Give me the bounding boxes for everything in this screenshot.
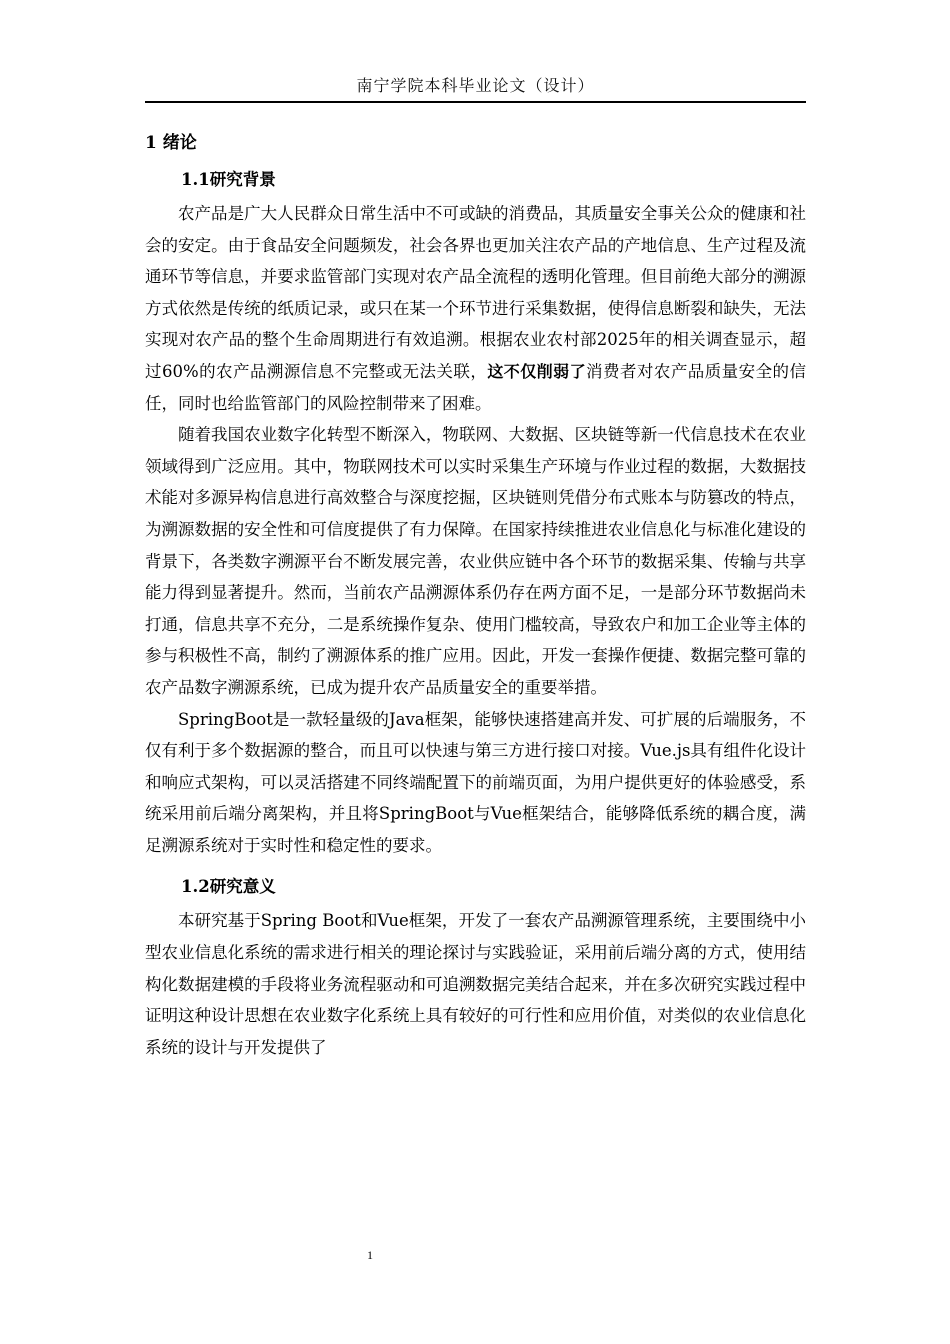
document-body bbox=[145, 124, 806, 1063]
paragraph-background-2: 随着我国农业数字化转型不断深入，物联网、大数据、区块链等新一代信息技术在农业领域得到广泛应用。其中，物联网技术可以实时采集生产环境与作业过程的数据，大数据技术能对多源异构信息进行高效整合与深度挖掘，区块链则凭借分布式账本与防篡改的特点，为溯源数据的安全性和可信度提供了有力保障。在国家持续推进农业信息化与标准化建设的背景下，各类数字溯源平台不断发展完善，农业供应链中各个环节的数据采集、传输与共享能力得到显著提升。然而，当前农产品溯源体系仍存在两方面不足，一是部分环节数据尚未打通，信息共享不充分，二是系统操作复杂、使用门槛较高，导致农户和加工企业等主体的参与积极性不高，制约了溯源体系的推广应用。因此，开发一套操作便捷、数据完整可靠的农产品数字溯源系统，已成为提升农产品质量安全的重要举措。 bbox=[145, 425, 806, 697]
paragraph-text: 农产品是广大人民群众日常生活中不可或缺的消费品，其质量安全事关公众的健康和社会的安定。由于食品安全问题频发，社会各界也更加关注农产品的产地信息、生产过程及流通环节等信息，并要求监管部门实现对农产品全流程的透明化管理。但目前绝大部分的溯源方式依然是传统的纸质记录，或只在某一个环节进行采集数据，使得信息断裂和缺失，无法实现对农产品的整个生命周期进行有效追溯。根据农业农村部2025年的相关调查显示，超过60%的农产品溯源信息不完整或无法关联， bbox=[145, 204, 806, 381]
section-heading-significance: 1.2研究意义 bbox=[181, 877, 276, 897]
page-number: 1 bbox=[367, 1248, 373, 1262]
paragraph-significance-1: 本研究基于Spring Boot和Vue框架，开发了一套农产品溯源管理系统，主要围绕中小型农业信息化系统的需求进行相关的理论探讨与实践验证，采用前后端分离的方式，使用结构化数据建模的手段将业务流程驱动和可追溯数据完美结合起来，并在多次研究实践过程中证明这种设计思想在农业数字化系统上具有较好的可行性和应用价值，对类似的农业信息化系统的设计与开发提供了 bbox=[145, 911, 806, 1057]
emphasized-text: 这不仅削弱了 bbox=[487, 361, 587, 381]
header-divider bbox=[145, 101, 806, 103]
chapter-heading: 1 绪论 bbox=[145, 133, 197, 153]
section-heading-background: 1.1研究背景 bbox=[181, 170, 276, 189]
page-header-title: 南宁学院本科毕业论文（设计） bbox=[356, 76, 595, 95]
paragraph-background-3: SpringBoot是一款轻量级的Java框架，能够快速搭建高并发、可扩展的后端服务，不仅有利于多个数据源的整合，而且可以快速与第三方进行接口对接。Vue.js具有组件化设计和响应式架构，可以灵活搭建不同终端配置下的前端页面，为用户提供更好的体验感受，系统采用前后端分离架构，并且将SpringBoot与Vue框架结合，能够降低系统的耦合度，满足溯源系统对于实时性和稳定性的要求。 bbox=[145, 709, 806, 855]
paragraph-text: 消费者对农产品质量安全的信任，同时也给监管部门的风险控制带来了困难。 bbox=[145, 361, 806, 413]
paragraph-background-1 bbox=[145, 198, 806, 419]
